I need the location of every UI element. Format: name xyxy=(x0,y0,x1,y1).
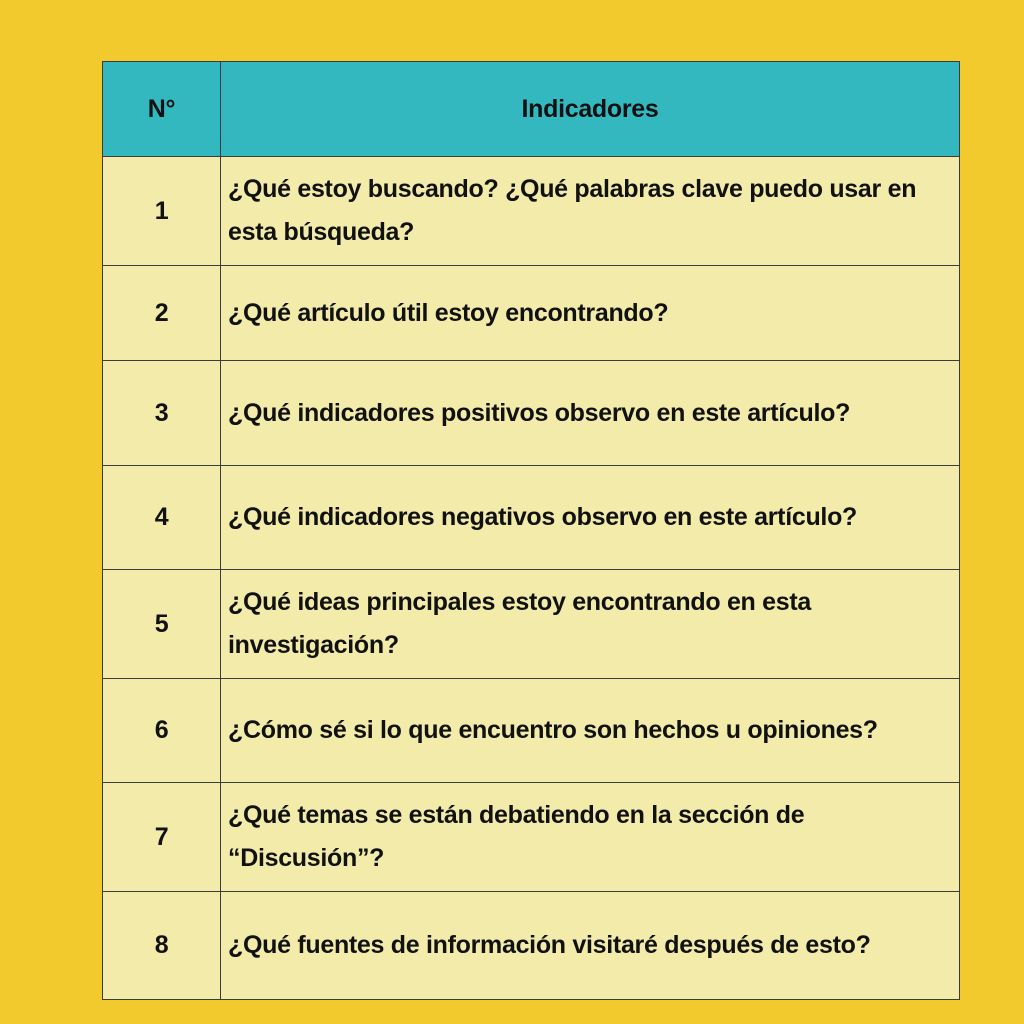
row-number: 6 xyxy=(103,679,221,783)
row-indicator: ¿Cómo sé si lo que encuentro son hechos u opiniones? xyxy=(221,679,960,783)
table-row xyxy=(103,892,960,1000)
row-number: 5 xyxy=(103,570,221,679)
table-header xyxy=(103,62,960,157)
row-number: 8 xyxy=(103,892,221,1000)
table-row xyxy=(103,266,960,361)
table-row xyxy=(103,679,960,783)
table-body xyxy=(103,157,960,1000)
row-indicator: ¿Qué fuentes de información visitaré después de esto? xyxy=(221,892,960,1000)
row-indicator: ¿Qué artículo útil estoy encontrando? xyxy=(221,266,960,361)
indicators-table xyxy=(102,61,960,1000)
table-row xyxy=(103,570,960,679)
row-indicator: ¿Qué indicadores negativos observo en este artículo? xyxy=(221,466,960,570)
table-row xyxy=(103,466,960,570)
header-indicators: Indicadores xyxy=(221,62,960,157)
table-row xyxy=(103,783,960,892)
row-indicator: ¿Qué estoy buscando? ¿Qué palabras clave puedo usar en esta búsqueda? xyxy=(221,157,960,266)
row-indicator: ¿Qué indicadores positivos observo en este artículo? xyxy=(221,361,960,466)
row-number: 2 xyxy=(103,266,221,361)
row-indicator: ¿Qué ideas principales estoy encontrando en esta investigación? xyxy=(221,570,960,679)
row-number: 4 xyxy=(103,466,221,570)
row-number: 7 xyxy=(103,783,221,892)
header-number: N° xyxy=(103,62,221,157)
row-indicator: ¿Qué temas se están debatiendo en la sección de “Discusión”? xyxy=(221,783,960,892)
table-row xyxy=(103,157,960,266)
header-row xyxy=(103,62,960,157)
row-number: 1 xyxy=(103,157,221,266)
indicators-table-container xyxy=(102,61,959,1000)
table-row xyxy=(103,361,960,466)
row-number: 3 xyxy=(103,361,221,466)
